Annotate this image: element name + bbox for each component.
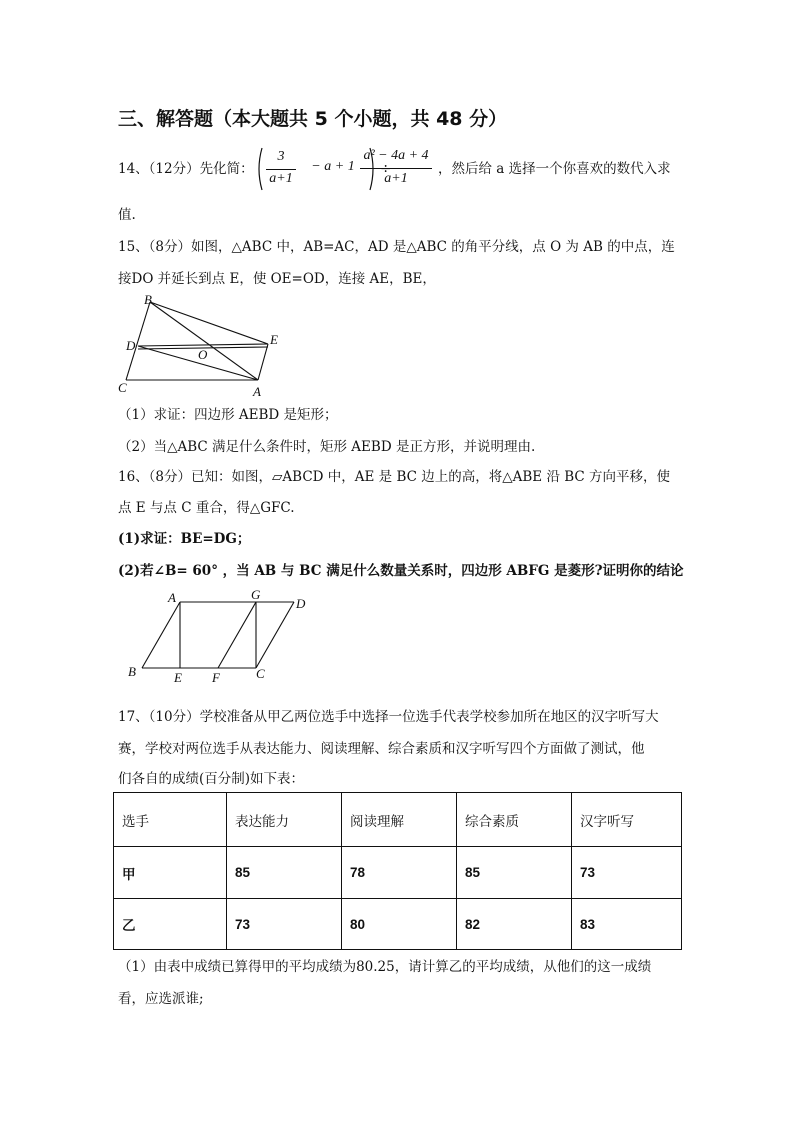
q15-line-BE — [150, 302, 268, 344]
q15-part1: （1）求证：四边形 AEBD 是矩形； — [118, 407, 338, 423]
table-cell: 78 — [342, 847, 457, 899]
q15-line-BA — [150, 302, 258, 380]
q17-line3: 们各自的成绩(百分制)如下表： — [118, 771, 305, 787]
q17-part1-line1: （1）由表中成绩已算得甲的平均成绩为80.25，请计算乙的平均成绩，从他们的这一成绩 — [118, 959, 652, 975]
q15-line2: 接DO 并延长到点 E，使 OE=OD，连接 AE，BE， — [118, 271, 436, 287]
q14-divide-sign: ÷ — [380, 161, 392, 177]
q15-label-C: C — [118, 380, 127, 395]
q16-part1: (1)求证：BE=DG； — [118, 531, 251, 547]
q16-line-FG — [218, 602, 256, 668]
q16-label-E: E — [174, 670, 182, 685]
table-header-cell: 综合素质 — [457, 793, 572, 847]
q15-label-B: B — [144, 292, 152, 307]
table-cell: 80 — [342, 899, 457, 950]
q14-frac2-denominator: a+1 — [384, 171, 408, 186]
q16-line2: 点 E 与点 C 重合，得△GFC. — [118, 500, 295, 516]
q16-line-CD — [256, 602, 294, 668]
q15-label-O: O — [198, 347, 208, 362]
table-header-cell: 表达能力 — [227, 793, 342, 847]
q16-label-B: B — [128, 664, 136, 679]
q15-line-EA — [258, 344, 268, 380]
table-cell-player: 乙 — [114, 899, 227, 950]
table-cell: 85 — [457, 847, 572, 899]
table-header-cell: 汉字听写 — [572, 793, 682, 847]
table-row — [114, 899, 682, 950]
q14-frac1-numerator: 3 — [277, 149, 285, 164]
q15-label-E: E — [270, 332, 278, 347]
table-cell: 85 — [227, 847, 342, 899]
q16-label-A: A — [168, 590, 176, 605]
q15-label-D: D — [126, 338, 136, 353]
q17-score-table — [113, 792, 682, 950]
q15-part2: （2）当△ABC 满足什么条件时，矩形 AEBD 是正方形，并说明理由. — [118, 439, 536, 455]
section-title: 三、解答题（本大题共 5 个小题，共 48 分） — [118, 108, 508, 130]
q14-frac2-bar — [360, 168, 432, 169]
q14-frac2-numerator: a² − 4a + 4 — [363, 148, 429, 163]
table-header-cell: 选手 — [114, 793, 227, 847]
table-cell: 83 — [572, 899, 682, 950]
q16-part2: (2)若∠B= 60° ，当 AB 与 BC 满足什么数量关系时，四边形 ABFG 是菱形?证明你的结论 — [118, 563, 684, 579]
table-cell: 82 — [457, 899, 572, 950]
q14-frac1-bar — [266, 169, 296, 170]
table-row — [114, 847, 682, 899]
q16-label-C: C — [256, 666, 265, 681]
q14-tail: 值. — [118, 207, 136, 223]
table-header-cell: 阅读理解 — [342, 793, 457, 847]
q16-figure — [120, 590, 320, 686]
q16-label-D: D — [296, 596, 306, 611]
q14-frac1-denominator: a+1 — [269, 171, 293, 186]
q16-label-F: F — [212, 670, 220, 685]
table-cell-player: 甲 — [114, 847, 227, 899]
q15-line1: 15、（8分）如图，△ABC 中，AB=AC，AD 是△ABC 的角平分线，点 O 为 AB 的中点，连 — [118, 239, 675, 255]
table-header-row — [114, 793, 682, 847]
q16-line-AB — [142, 602, 180, 668]
q16-label-G: G — [251, 590, 261, 602]
q15-figure — [110, 292, 300, 402]
q15-line-DE — [138, 344, 268, 346]
q14-middle-term: − a + 1 — [311, 159, 355, 174]
q17-line2: 赛，学校对两位选手从表达能力、阅读理解、综合素质和汉字听写四个方面做了测试，他 — [118, 741, 645, 757]
q14-prefix: 14、（12分）先化简： — [118, 161, 254, 177]
q15-label-A: A — [253, 384, 261, 399]
table-cell: 73 — [227, 899, 342, 950]
q16-line1: 16、（8分）已知：如图，▱ABCD 中，AE 是 BC 边上的高，将△ABE 沿 BC 方向平移，使 — [118, 469, 671, 485]
q14-suffix: ，然后给 a 选择一个你喜欢的数代入求 — [438, 161, 671, 177]
q17-part1-line2: 看，应选派谁; — [118, 991, 204, 1007]
table-cell: 73 — [572, 847, 682, 899]
q17-line1: 17、（10分）学校准备从甲乙两位选手中选择一位选手代表学校参加所在地区的汉字听写大 — [118, 709, 659, 725]
